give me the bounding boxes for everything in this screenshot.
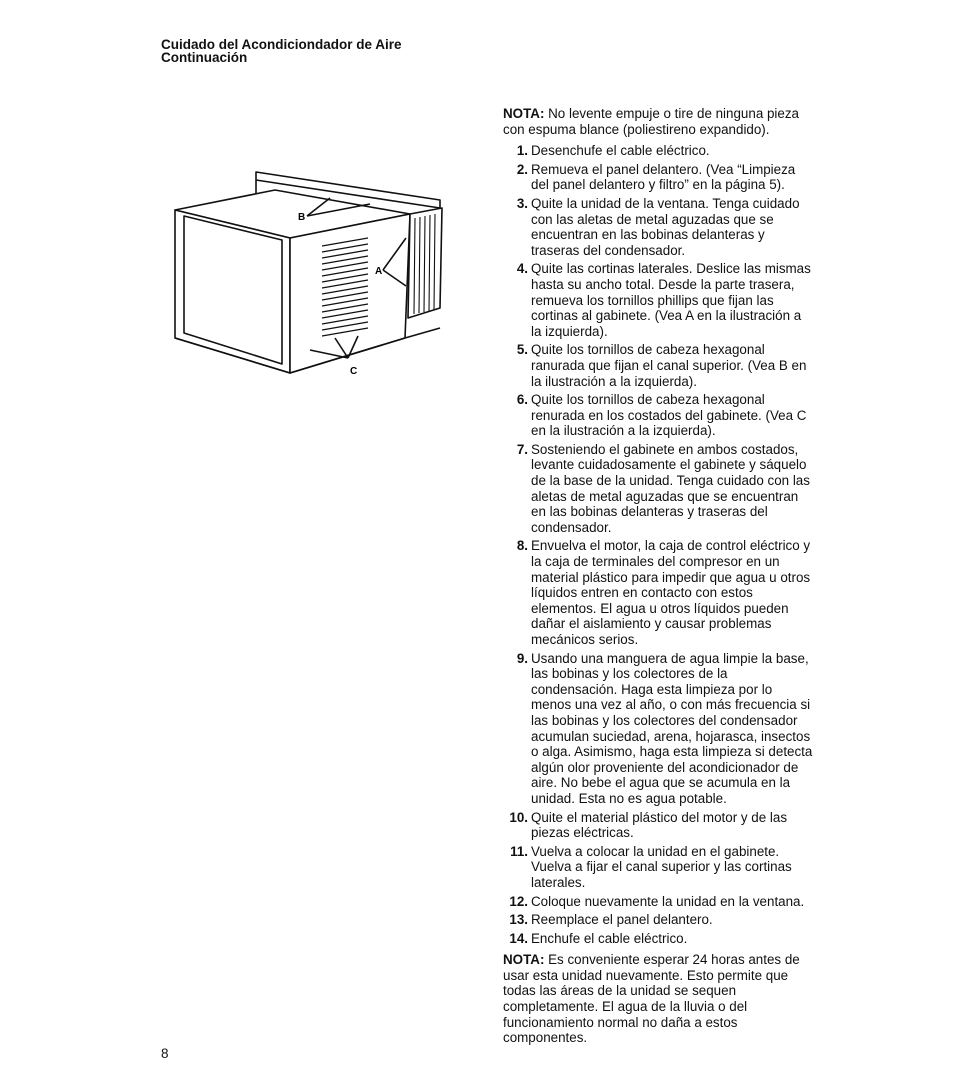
step-number: 8. xyxy=(516,538,528,554)
note-label: NOTA: xyxy=(503,106,545,121)
step-text: Usando una manguera de agua limpie la base, las bobinas y los colectores de la condensación. Haga esta limpieza por lo menos una vez al año, o con más frecuencia si las bobinas y los colectores del condensador acumulan suciedad, arena, hojarasca, insectos o alga. Asimismo, haga esta limpieza si detecta algún olor proveniente del acondicionador de aire. No bebe el agua que se acumula en la unidad. Esta no es agua potable. xyxy=(531,650,813,806)
note-text: No levente empuje o tire de ninguna pieza con espuma blance (poliestireno expandido). xyxy=(503,106,799,137)
step-item xyxy=(503,342,813,389)
step-item xyxy=(503,162,813,193)
label-b: B xyxy=(298,212,306,223)
step-number: 11. xyxy=(510,843,528,859)
step-number: 4. xyxy=(516,261,528,277)
steps-list xyxy=(503,143,813,946)
step-number: 1. xyxy=(516,143,528,159)
step-number: 9. xyxy=(516,650,528,666)
step-item xyxy=(503,143,813,159)
step-text: Quite el material plástico del motor y de las piezas eléctricas. xyxy=(531,809,788,841)
step-text: Quite los tornillos de cabeza hexagonal renurada en los costados del gabinete. (Vea C en la ilustración a la izquierda). xyxy=(531,392,807,439)
step-item xyxy=(503,392,813,439)
step-text: Vuelva a colocar la unidad en el gabinete. Vuelva a fijar el canal superior y las cortinas laterales. xyxy=(531,843,792,890)
note-intro xyxy=(503,106,813,137)
step-item xyxy=(503,442,813,536)
step-number: 7. xyxy=(516,441,528,457)
step-text: Sosteniendo el gabinete en ambos costados, levante cuidadosamente el gabinete y sáquelo de la base de la unidad. Tenga cuidado con las aletas de metal aguzadas que se encuentran en las bobinas delanteras y traseras del condensador. xyxy=(531,441,810,535)
note-closing xyxy=(503,952,813,1046)
step-number: 2. xyxy=(516,161,528,177)
step-text: Quite los tornillos de cabeza hexagonal ranurada que fijan el canal superior. (Vea B en la ilustración a la izquierda). xyxy=(531,342,807,389)
label-a: A xyxy=(375,266,383,277)
header-subtitle: Continuación xyxy=(161,50,248,65)
step-text: Envuelva el motor, la caja de control eléctrico y la caja de terminales del compresor en un material plástico para impedir que agua u otros líquidos entren en contacto con estos elementos. El agua u otros líquidos pueden dañar el aislamiento y causar problemas mecánicos serios. xyxy=(531,538,811,647)
step-text: Reemplace el panel delantero. xyxy=(531,912,713,928)
step-text: Remueva el panel delantero. (Vea “Limpieza del panel delantero y filtro” en la página 5). xyxy=(531,161,796,193)
step-item xyxy=(503,844,813,891)
step-item xyxy=(503,894,813,910)
air-conditioner-illustration xyxy=(170,168,460,383)
step-text: Desenchufe el cable eléctrico. xyxy=(531,143,710,159)
step-item xyxy=(503,651,813,807)
step-item xyxy=(503,931,813,947)
step-item xyxy=(503,810,813,841)
label-c: C xyxy=(350,366,358,377)
step-number: 12. xyxy=(509,893,528,909)
step-number: 5. xyxy=(516,342,528,358)
page-header xyxy=(161,38,402,64)
step-item xyxy=(503,912,813,928)
step-text: Coloque nuevamente la unidad en la ventana. xyxy=(531,893,805,909)
page-number: 8 xyxy=(161,1046,169,1061)
step-number: 6. xyxy=(516,392,528,408)
note-label: NOTA: xyxy=(503,952,545,968)
header-title: Cuidado del Acondiciondador de Aire xyxy=(161,37,402,52)
step-number: 10. xyxy=(509,809,528,825)
step-text: Quite la unidad de la ventana. Tenga cuidado con las aletas de metal aguzadas que se encuentran en las bobinas delanteras y traseras del condensador. xyxy=(531,195,800,258)
step-item xyxy=(503,538,813,647)
step-text: Quite las cortinas laterales. Deslice las mismas hasta su ancho total. Desde la parte trasera, remueva los tornillos phillips que fijan las cortinas al gabinete. (Vea A en la ilustración a la izquierda). xyxy=(531,261,811,339)
step-number: 14. xyxy=(509,930,528,946)
step-item xyxy=(503,261,813,339)
step-number: 13. xyxy=(509,912,528,928)
step-item xyxy=(503,196,813,258)
step-number: 3. xyxy=(516,195,528,211)
instructions-column xyxy=(503,106,813,1052)
step-text: Enchufe el cable eléctrico. xyxy=(531,930,688,946)
note-text: Es conveniente esperar 24 horas antes de usar esta unidad nuevamente. Esto permite que todas las áreas de la unidad se sequen completamente. El agua de la lluvia o del funcionamiento normal no daña a estos componentes. xyxy=(503,952,800,1046)
